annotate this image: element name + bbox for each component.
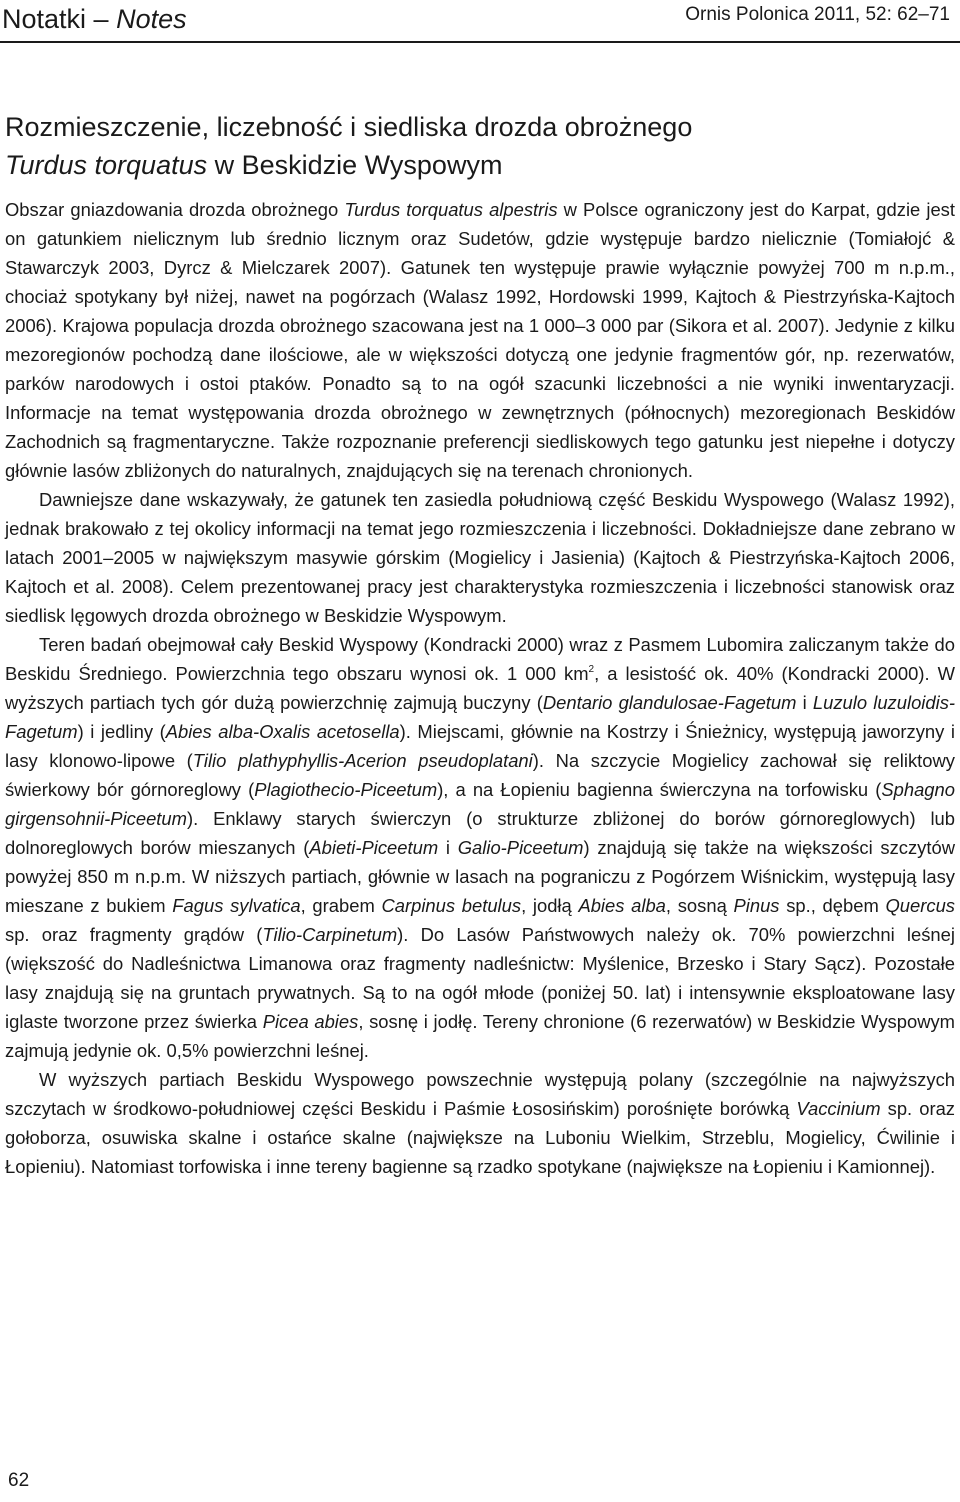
text-run: , a lesistość ok. 40% (Kondracki 2000). W wyższych partiach tych gór dużą powierzchnię zajmują buczyny ( [5,663,955,713]
title-species: Turdus torquatus [5,150,208,180]
text-run: i [438,837,458,858]
text-run: Obszar gniazdowania drozda obrożnego [5,199,345,220]
text-run: w Polsce ograniczony jest do Karpat, gdzie jest on gatunkiem nielicznym lub średnio licznym oraz Sudetów, gdzie występuje bardzo nielicznie (Tomiałojć & Stawarczyk 2003, Dyrcz & Mielczarek 2007). Gatunek ten występuje prawie wyłącznie powyżej 700 m n.p.m., chociaż spotykany był niżej, nawet na pogórzach (Walasz 1992, Hordowski 1999, Kajtoch & Piestrzyńska-Kajtoch 2006). Krajowa populacja drozda obrożnego szacowana jest na 1 000–3 000 par (Sikora et al. 2007). Jedynie z kilku mezoregionów pochodzą dane ilościowe, ale w większości dotyczą one jedynie fragmentów gór, np. rezerwatów, parków narodowych i ostoi ptaków. Ponadto są to na ogół szacunki liczebności a nie wyniki inwentaryzacji. Informacje na temat występowania drozda obrożnego w zewnętrznych (północnych) mezoregionach Beskidów Zachodnich są fragmentaryczne. Także rozpoznanie preferencji siedliskowych tego gatunku jest niepełne i dotyczy głównie lasów zbliżonych do naturalnych, znajdujących się na terenach chronionych. [5,199,955,481]
paragraph-2 [5,485,955,630]
section-label [2,2,187,36]
article-title [5,108,945,184]
paragraph-3 [5,630,955,1065]
species-name: Carpinus betulus [381,895,522,916]
species-name: Turdus torquatus alpestris [344,199,558,220]
page-number: 62 [8,1470,30,1491]
title-line-2 [5,146,945,184]
genus-name: Pinus [733,895,780,916]
text-run: sp., dębem [779,895,886,916]
text-run: W wyższych partiach Beskidu Wyspowego powszechnie występują polany (szczególnie na najwyższych szczytach w środkowo-południowej części Beskidu i Paśmie Łososińskim) porośnięte borówką [5,1069,955,1119]
header-rule [0,41,960,43]
journal-reference: Ornis Polonica 2011, 52: 62–71 [685,4,950,25]
plant-association-name: Tilio plathyphyllis-Acerion pseudoplatani [192,750,533,771]
text-run: Teren badań obejmował cały Beskid Wyspowy (Kondracki 2000) wraz z Pasmem Lubomira zaliczanym także do Beskidu Średniego. Powierzchnia tego obszaru wynosi ok. 1 000 km [5,634,955,684]
text-run: i [796,692,813,713]
section-label-pl: Notatki [2,4,87,34]
text-run: ) znajdują się także na większości szczytów powyżej 850 m n.p.m. W niższych partiach, głównie w lasach na pograniczu z Pogórzem Wiśnickim, występują lasy mieszane z bukiem [5,837,955,916]
plant-association-name: Tilio-Carpinetum [262,924,398,945]
plant-association-name: Luzulo luzuloidis-Fagetum [5,692,956,742]
text-run: ). Do Lasów Państwowych należy ok. 70% powierzchni leśnej (większość do Nadleśnictwa Limanowa oraz fragmenty nadleśnictw: Myślenice, Brzesko i Stary Sącz). Pozostałe lasy znajdują się na gruntach prywatnych. Są to na ogół młode (poniżej 50. lat) i intensywnie eksploatowane lasy iglaste tworzone przez świerka [5,924,955,1032]
plant-association-name: Galio-Piceetum [457,837,584,858]
text-run: , jodłą [521,895,579,916]
text-run: ). Enklawy starych świerczyn (o strukturze zbliżonej do borów górnoreglowych) lub dolnoreglowych borów mieszanych ( [5,808,955,858]
plant-association-name: Dentario glandulosae-Fagetum [542,692,797,713]
plant-association-name: Abies alba-Oxalis acetosella [165,721,400,742]
article-body [5,195,955,1181]
plant-association-name: Sphagno girgensohnii-Piceetum [5,779,955,829]
text-run: ) i jedliny ( [77,721,166,742]
text-run: ). Miejscami, głównie na Kostrzy i Śnieżnicy, występują jaworzyny i lasy klonowo-lipowe ( [5,721,955,771]
genus-name: Vaccinium [796,1098,881,1119]
text-run: ). Na szczycie Mogielicy zachował się reliktowy świerkowy bór górnoreglowy ( [5,750,955,800]
species-name: Fagus sylvatica [172,895,301,916]
plant-association-name: Abieti-Piceetum [309,837,439,858]
species-name: Abies alba [578,895,666,916]
text-run: , sosnę i jodłę. Tereny chronione (6 rezerwatów) w Beskidzie Wyspowym zajmują jedynie ok. 0,5% powierzchni leśnej. [5,1011,955,1061]
title-line-2-rest: w Beskidzie Wyspowym [207,150,503,180]
superscript: 2 [588,664,595,675]
text-run: ), a na Łopieniu bagienna świerczyna na torfowisku ( [437,779,882,800]
paragraph-4 [5,1065,955,1181]
species-name: Picea abies [262,1011,359,1032]
running-head [0,0,960,42]
paragraph-1 [5,195,955,485]
section-label-en: Notes [116,4,187,34]
title-line-1: Rozmieszczenie, liczebność i siedliska drozda obrożnego [5,112,693,142]
text-run: , grabem [300,895,382,916]
text-run: , sosną [665,895,734,916]
genus-name: Quercus [885,895,955,916]
text-run: Dawniejsze dane wskazywały, że gatunek ten zasiedla południową część Beskidu Wyspowego (Walasz 1992), jednak brakowało z tej okolicy informacji na temat jego rozmieszczenia i liczebności. Dokładniejsze dane zebrano w latach 2001–2005 w największym masywie górskim (Mogielicy i Jasienia) (Kajtoch & Piestrzyńska-Kajtoch 2006, Kajtoch et al. 2008). Celem prezentowanej pracy jest charakterystyka rozmieszczenia i liczebności stanowisk oraz siedlisk lęgowych drozda obrożnego w Beskidzie Wyspowym. [5,489,955,626]
plant-association-name: Plagiothecio-Piceetum [254,779,438,800]
section-label-dash: – [86,4,117,34]
text-run: sp. oraz fragmenty grądów ( [5,924,263,945]
text-run: sp. oraz gołoborza, osuwiska skalne i ostańce skalne (największe na Luboniu Wielkim, Strzeblu, Mogielicy, Ćwilinie i Łopieniu). Natomiast torfowiska i inne tereny bagienne są rzadko spotykane (największe na Łopieniu i Kamionnej). [5,1098,956,1177]
